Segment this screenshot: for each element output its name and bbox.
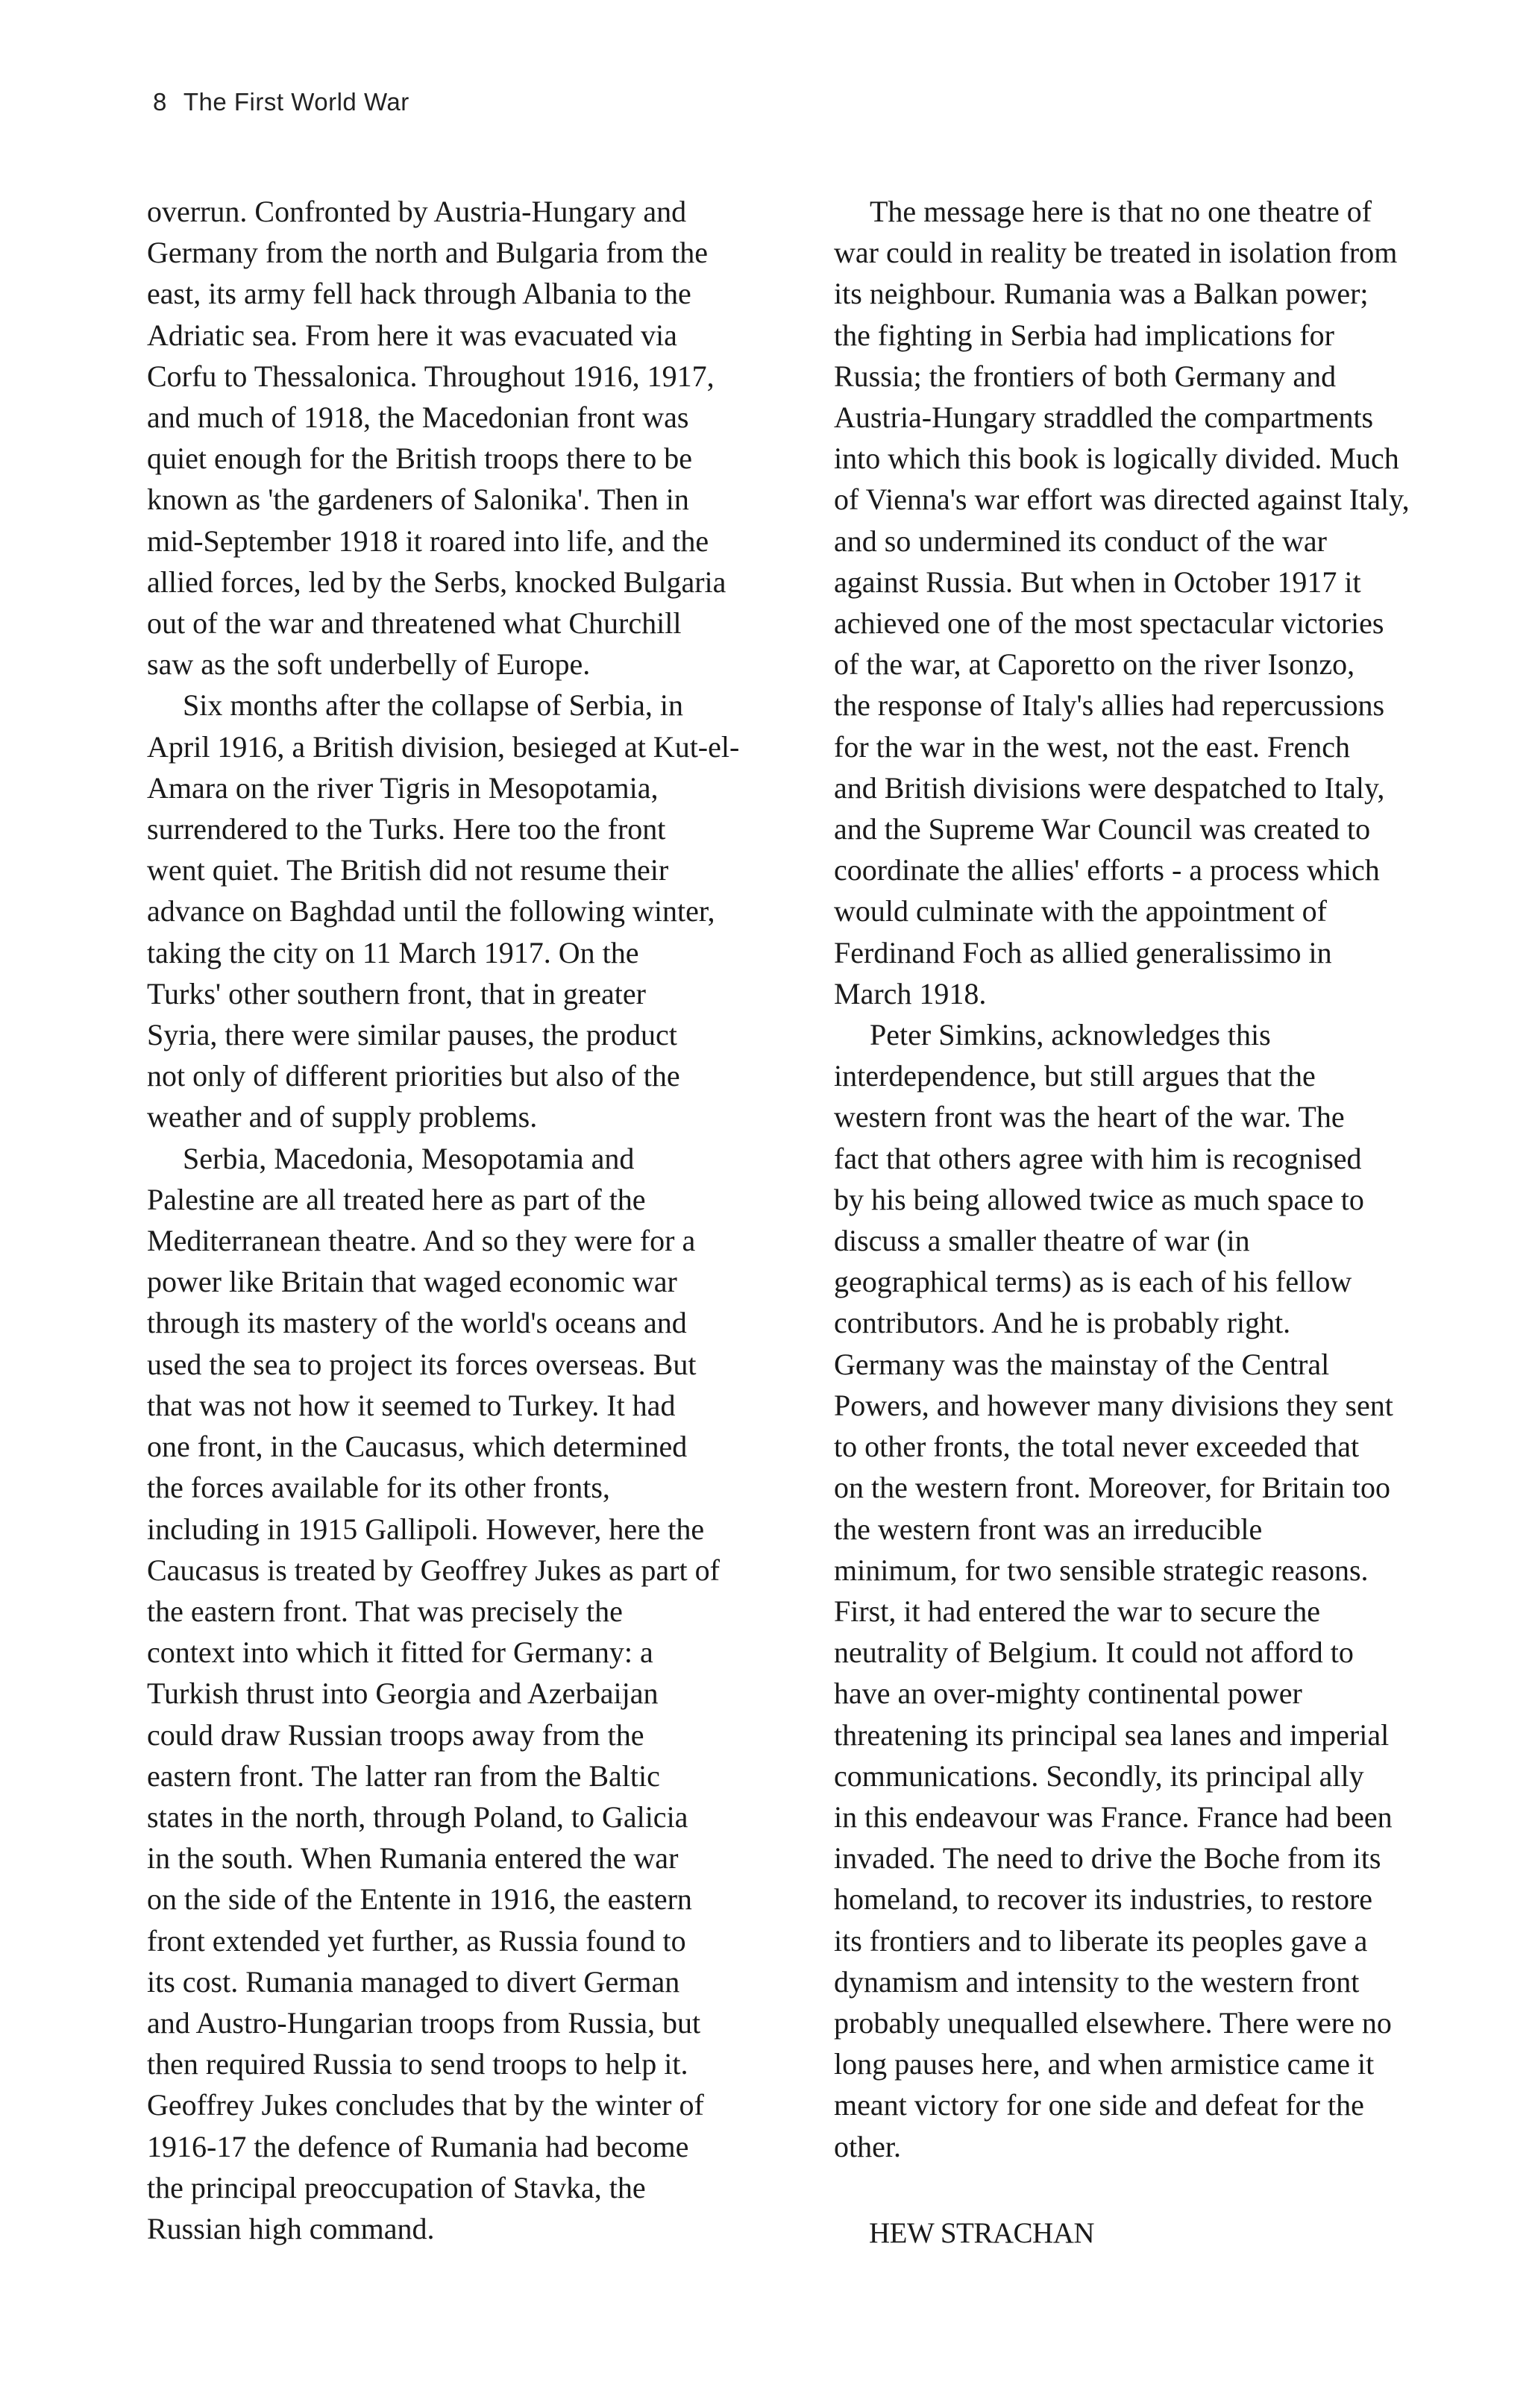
text-line: on the side of the Entente in 1916, the eastern xyxy=(147,1882,692,1917)
text-line: The message here is that no one theatre of xyxy=(870,195,1372,228)
text-line: Austria-Hungary straddled the compartments xyxy=(834,400,1374,435)
text-line: context into which it fitted for Germany: a xyxy=(147,1635,653,1670)
text-line: 1916-17 the defence of Rumania had become xyxy=(147,2129,689,2163)
text-line: by his being allowed twice as much space to xyxy=(834,1182,1364,1216)
text-line: saw as the soft underbelly of Europe. xyxy=(147,647,591,682)
text-line: Peter Simkins, acknowledges this xyxy=(870,1018,1271,1052)
text-line: Serbia, Macedonia, Mesopotamia and xyxy=(183,1141,635,1175)
text-line: for the war in the west, not the east. French xyxy=(834,729,1351,764)
text-line: on the western front. Moreover, for Britain too xyxy=(834,1471,1390,1505)
text-line: out of the war and threatened what Churchill xyxy=(147,606,682,641)
text-line: of Vienna's war effort was directed against Italy, xyxy=(834,482,1410,517)
text-line: geographical terms) as is each of his fellow xyxy=(834,1265,1352,1299)
text-line: its frontiers and to liberate its peoples gave a xyxy=(834,1923,1368,1958)
text-line: dynamism and intensity to the western front xyxy=(834,1964,1360,1999)
text-line: Syria, there were similar pauses, the product xyxy=(147,1018,677,1052)
text-line: and much of 1918, the Macedonian front was xyxy=(147,400,689,435)
text-line: and Austro-Hungarian troops from Russia, but xyxy=(147,2005,701,2040)
text-line: overrun. Confronted by Austria-Hungary and xyxy=(147,195,687,228)
text-line: taking the city on 11 March 1917. On the xyxy=(147,935,639,969)
text-line: power like Britain that waged economic war xyxy=(147,1265,677,1299)
text-line: eastern front. The latter ran from the Baltic xyxy=(147,1758,660,1793)
text-line: one front, in the Caucasus, which determined xyxy=(147,1430,688,1464)
text-line: Amara on the river Tigris in Mesopotamia, xyxy=(147,770,659,805)
book-title: The First World War xyxy=(183,88,409,116)
text-line: the fighting in Serbia had implications for xyxy=(834,318,1334,352)
text-line: Palestine are all treated here as part of the xyxy=(147,1182,646,1216)
text-line: Mediterranean theatre. And so they were for a xyxy=(147,1224,696,1258)
text-line: invaded. The need to drive the Boche from its xyxy=(834,1841,1381,1876)
text-line: into which this book is logically divided. Much xyxy=(834,441,1399,476)
author-signature: HEW STRACHAN xyxy=(869,2217,1095,2249)
right-column xyxy=(834,191,1475,2167)
text-line: mid-September 1918 it roared into life, and the xyxy=(147,524,709,558)
text-line: the forces available for its other fronts, xyxy=(147,1471,610,1505)
text-line: that was not how it seemed to Turkey. It had xyxy=(147,1388,676,1422)
text-line: quiet enough for the British troops there to be xyxy=(147,441,692,476)
text-line: known as 'the gardeners of Salonika'. Then in xyxy=(147,482,689,517)
text-line: could draw Russian troops away from the xyxy=(147,1717,644,1752)
text-line: Turks' other southern front, that in greater xyxy=(147,976,646,1010)
text-line: its cost. Rumania managed to divert German xyxy=(147,1964,680,1999)
text-line: neutrality of Belgium. It could not afford to xyxy=(834,1635,1354,1670)
page-number: 8 xyxy=(153,88,167,116)
text-line: its neighbour. Rumania was a Balkan power; xyxy=(834,277,1369,311)
text-line: Ferdinand Foch as allied generalissimo in xyxy=(834,935,1332,969)
text-line: against Russia. But when in October 1917 it xyxy=(834,565,1361,599)
text-line: achieved one of the most spectacular victories xyxy=(834,606,1384,641)
text-line: the principal preoccupation of Stavka, the xyxy=(147,2170,646,2204)
text-line: used the sea to project its forces overseas. But xyxy=(147,1347,697,1381)
left-column xyxy=(147,191,788,2249)
text-line: contributors. And he is probably right. xyxy=(834,1306,1291,1340)
text-line: then required Russia to send troops to help it. xyxy=(147,2047,688,2081)
text-line: to other fronts, the total never exceeded that xyxy=(834,1430,1360,1464)
text-line: including in 1915 Gallipoli. However, here the xyxy=(147,1512,705,1546)
text-line: Germany was the mainstay of the Central xyxy=(834,1347,1330,1381)
text-line: Russian high command. xyxy=(147,2211,435,2245)
text-line: Turkish thrust into Georgia and Azerbaijan xyxy=(147,1676,659,1711)
running-head xyxy=(153,88,409,116)
text-line: in the south. When Rumania entered the war xyxy=(147,1841,679,1876)
text-line: Adriatic sea. From here it was evacuated via xyxy=(147,318,677,352)
text-line: would culminate with the appointment of xyxy=(834,894,1327,928)
text-line: surrendered to the Turks. Here too the front xyxy=(147,812,666,846)
text-line: interdependence, but still argues that the xyxy=(834,1059,1316,1093)
text-line: the eastern front. That was precisely the xyxy=(147,1594,623,1628)
text-line: and so undermined its conduct of the war xyxy=(834,524,1327,558)
text-line: Caucasus is treated by Geoffrey Jukes as part of xyxy=(147,1553,720,1587)
text-line: and British divisions were despatched to Italy, xyxy=(834,770,1385,805)
text-line: Germany from the north and Bulgaria from the xyxy=(147,236,708,270)
text-line: not only of different priorities but also of the xyxy=(147,1059,680,1093)
text-line: front extended yet further, as Russia found to xyxy=(147,1923,686,1958)
text-line: and the Supreme War Council was created to xyxy=(834,812,1371,846)
text-line: Russia; the frontiers of both Germany and xyxy=(834,359,1337,393)
text-line: states in the north, through Poland, to Galicia xyxy=(147,1799,688,1834)
text-line: discuss a smaller theatre of war (in xyxy=(834,1224,1250,1258)
text-line: coordinate the allies' efforts - a process which xyxy=(834,853,1380,887)
text-line: weather and of supply problems. xyxy=(147,1100,538,1134)
text-line: other. xyxy=(834,2129,901,2163)
text-line: fact that others agree with him is recognised xyxy=(834,1141,1362,1175)
text-line: minimum, for two sensible strategic reasons. xyxy=(834,1553,1369,1587)
text-line: war could in reality be treated in isolation from xyxy=(834,236,1398,270)
text-line: have an over-mighty continental power xyxy=(834,1676,1302,1711)
text-line: probably unequalled elsewhere. There were no xyxy=(834,2005,1392,2040)
text-line: long pauses here, and when armistice came it xyxy=(834,2047,1375,2081)
text-line: of the war, at Caporetto on the river Isonzo, xyxy=(834,647,1355,682)
text-line: Geoffrey Jukes concludes that by the winter of xyxy=(147,2088,704,2122)
text-line: went quiet. The British did not resume their xyxy=(147,853,669,887)
text-line: Powers, and however many divisions they sent xyxy=(834,1388,1393,1422)
text-line: western front was the heart of the war. The xyxy=(834,1100,1345,1134)
text-line: allied forces, led by the Serbs, knocked Bulgaria xyxy=(147,565,726,599)
text-line: homeland, to recover its industries, to restore xyxy=(834,1882,1373,1917)
text-line: in this endeavour was France. France had been xyxy=(834,1799,1393,1834)
text-line: threatening its principal sea lanes and imperial xyxy=(834,1717,1390,1752)
text-line: April 1916, a British division, besieged at Kut-el- xyxy=(147,729,740,764)
text-line: Six months after the collapse of Serbia, in xyxy=(183,688,683,723)
text-line: communications. Secondly, its principal ally xyxy=(834,1758,1364,1793)
text-line: east, its army fell hack through Albania to the xyxy=(147,277,691,311)
text-line: First, it had entered the war to secure the xyxy=(834,1594,1320,1628)
text-line: Corfu to Thessalonica. Throughout 1916, 1917, xyxy=(147,359,715,393)
text-line: meant victory for one side and defeat for the xyxy=(834,2088,1364,2122)
text-line: through its mastery of the world's oceans and xyxy=(147,1306,687,1340)
text-line: the response of Italy's allies had repercussions xyxy=(834,688,1385,723)
text-line: March 1918. xyxy=(834,976,987,1010)
text-line: advance on Baghdad until the following winter, xyxy=(147,894,715,928)
text-line: the western front was an irreducible xyxy=(834,1512,1263,1546)
